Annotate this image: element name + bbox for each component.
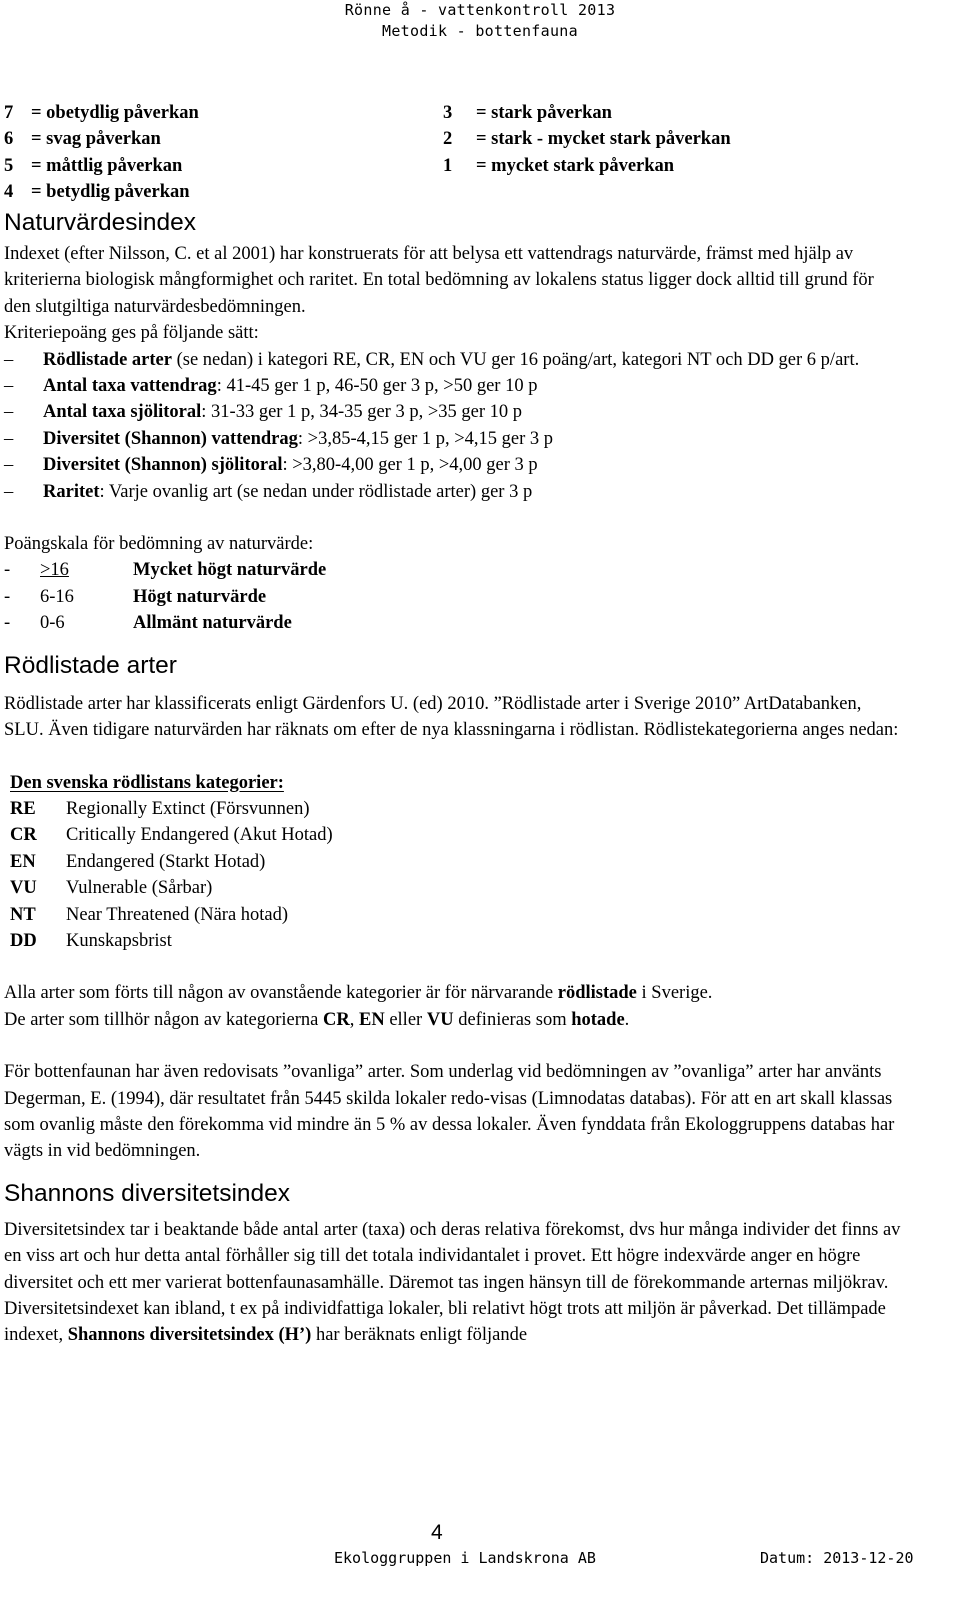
scale-number: 4 (4, 182, 14, 203)
criteria-text: : >3,85-4,15 ger 1 p, >4,15 ger 3 p (297, 428, 554, 449)
text-bold: CR (323, 1009, 350, 1030)
criteria-item (4, 373, 904, 399)
points-range-value: >16 (40, 560, 69, 581)
criteria-text: : Varje ovanlig art (se nedan under rödlistade arter) ger 3 p (99, 481, 533, 502)
criteria-intro: Kriteriepoäng ges på följande sätt: (4, 323, 259, 344)
criteria-list (4, 347, 904, 505)
criteria-item (4, 479, 904, 505)
redlist-label: Critically Endangered (Akut Hotad) (66, 825, 333, 846)
scale-number: 6 (4, 129, 14, 150)
redlist-code: VU (10, 878, 37, 899)
redlist-table-heading: Den svenska rödlistans kategorier: (10, 772, 284, 793)
scale-number: 1 (443, 155, 453, 176)
redlist-definition (4, 980, 904, 1006)
redlist-categories (10, 770, 904, 955)
shannon-paragraph (4, 1217, 904, 1349)
dash-bullet: – (4, 349, 14, 370)
criteria-term: Diversitet (Shannon) vattendrag (43, 428, 298, 449)
text-span: har beräknats enligt följande (311, 1325, 528, 1346)
scale-label: = betydlig påverkan (31, 182, 190, 203)
points-row (4, 557, 904, 583)
criteria-term: Raritet (43, 481, 100, 502)
redlist-row (10, 928, 904, 954)
points-range (40, 557, 133, 583)
heading-shannons-diversitetsindex: Shannons diversitetsindex (4, 1179, 291, 1207)
redlist-row (10, 875, 904, 901)
dash-bullet: – (4, 402, 14, 423)
points-row (4, 584, 904, 610)
criteria-item (4, 399, 904, 425)
page-header (0, 0, 960, 42)
points-range: 6-16 (40, 586, 74, 607)
text-bold: EN (359, 1009, 385, 1030)
scale-row (443, 100, 731, 126)
criteria-text: : >3,80-4,00 ger 1 p, >4,00 ger 3 p (282, 455, 538, 476)
scale-row (4, 100, 199, 126)
impact-scale-right (443, 100, 731, 179)
redlist-code: EN (10, 851, 36, 872)
redlist-code: DD (10, 930, 37, 951)
redlist-row (10, 902, 904, 928)
scale-row (4, 126, 199, 152)
scale-label: = obetydlig påverkan (31, 103, 199, 123)
points-dash: - (4, 613, 11, 634)
text-bold: hotade (571, 1009, 625, 1030)
text-bold: Shannons diversitetsindex (H’) (67, 1325, 312, 1346)
heading-naturvardesindex: Naturvärdesindex (4, 209, 197, 236)
criteria-item (4, 452, 904, 478)
text-span: , (349, 1009, 359, 1030)
criteria-term: Antal taxa vattendrag (43, 376, 217, 397)
text-span: De arter som tillhör någon av kategorierna (4, 1009, 324, 1030)
redlist-row (10, 849, 904, 875)
text-span: . (624, 1009, 630, 1030)
redlist-label: Endangered (Starkt Hotad) (66, 851, 266, 872)
criteria-term: Antal taxa sjölitoral (43, 402, 202, 423)
text-span: i Sverige. (636, 983, 713, 1004)
criteria-text: (se nedan) i kategori RE, CR, EN och VU ger 16 poäng/art, kategori NT och DD ger 6 p/art. (171, 349, 860, 370)
scale-label: = mycket stark påverkan (476, 155, 675, 176)
redlist-label: Kunskapsbrist (66, 930, 172, 951)
scale-label: = svag påverkan (31, 129, 161, 150)
points-intro: Poängskala för bedömning av naturvärde: (4, 534, 314, 555)
points-row (4, 610, 904, 636)
dash-bullet: – (4, 428, 14, 449)
redlist-code: CR (10, 825, 37, 846)
header-subtitle: Metodik - bottenfauna (382, 22, 578, 40)
page-number: 4 (431, 1521, 443, 1544)
scale-number: 5 (4, 155, 14, 176)
scale-row (443, 153, 731, 179)
criteria-item (4, 426, 904, 452)
criteria-text: : 31-33 ger 1 p, 34-35 ger 3 p, >35 ger 10 p (201, 402, 523, 423)
points-label: Högt naturvärde (133, 586, 267, 607)
criteria-term: Rödlistade arter (43, 349, 172, 370)
heading-rodlistade-arter: Rödlistade arter (4, 651, 177, 679)
scale-row (443, 126, 731, 152)
points-range: 0-6 (40, 613, 65, 634)
redlist-row (10, 796, 904, 822)
criteria-term: Diversitet (Shannon) sjölitoral (43, 455, 283, 476)
scale-number: 2 (443, 129, 453, 150)
dash-bullet: – (4, 455, 14, 476)
redlist-row (10, 822, 904, 848)
text-span: Diversitetsindex tar i beaktande både antal arter (taxa) och deras relativa förekomst, dvs hur många individer det finns av en viss art och hur detta antal förhåller sig till det totala individantalet i provet. Ett högre indexvärde anger en högre diversitet och ett mer varierat bottenfaunasamhälle. Däremot tas ingen hänsyn till de förekommande arternas miljökrav. Diversitetsindexet kan ibland, t ex på individfattiga lokaler, bli relativt högt trots att miljön är påverkad. Det tillämpade indexet, (4, 1219, 901, 1346)
text-bold: VU (426, 1009, 454, 1030)
naturvarde-intro: Indexet (efter Nilsson, C. et al 2001) har konstruerats för att belysa ett vattendrags naturvärde, främst med hjälp av kriterierna biologisk mångformighet och raritet. En total bedömning av lokalens status ligger dock alltid till grund för den slutgiltiga naturvärdesbedömningen. (4, 244, 874, 317)
text-span: Alla arter som förts till någon av ovanstående kategorier är för närvarande (4, 983, 558, 1004)
redlist-label: Vulnerable (Sårbar) (66, 878, 213, 899)
points-label: Allmänt naturvärde (133, 613, 292, 634)
scale-label: = stark - mycket stark påverkan (476, 129, 731, 150)
points-dash: - (4, 586, 11, 607)
scale-row (4, 153, 199, 179)
scale-label: = stark påverkan (476, 103, 612, 123)
text-span: eller (384, 1009, 427, 1030)
points-scale (4, 557, 904, 636)
header-title: Rönne å - vattenkontroll 2013 (344, 1, 616, 19)
dash-bullet: – (4, 481, 14, 502)
impact-scale-left (4, 100, 199, 206)
threatened-definition (4, 1007, 904, 1033)
footer-organization: Ekologgruppen i Landskrona AB (334, 1549, 596, 1567)
redlist-label: Regionally Extinct (Försvunnen) (66, 798, 310, 819)
impact-scale (4, 100, 904, 208)
points-label: Mycket högt naturvärde (133, 560, 327, 581)
footer-date: Datum: 2013-12-20 (760, 1549, 914, 1567)
scale-row (4, 179, 199, 205)
scale-label: = måttlig påverkan (31, 155, 183, 176)
rare-species-paragraph: För bottenfaunan har även redovisats ”ovanliga” arter. Som underlag vid bedömningen av ”ovanliga” arter har använts Degerman, E. (1994), där resultatet från 5445 skilda lokaler redo-visas (Limnodatas databas). För att en art skall klassas som ovanlig måste den förekomma vid mindre än 5 % av dessa lokaler. Även fynddata från Ekologgruppens databas har vägts in vid bedömningen. (4, 1062, 895, 1162)
dash-bullet: – (4, 376, 14, 397)
document-body (4, 100, 904, 1349)
redlist-code: RE (10, 798, 36, 819)
redlist-code: NT (10, 904, 36, 925)
scale-number: 7 (4, 103, 14, 123)
scale-number: 3 (443, 103, 453, 123)
text-span: definieras som (453, 1009, 572, 1030)
rodlistade-intro: Rödlistade arter har klassificerats enligt Gärdenfors U. (ed) 2010. ”Rödlistade arter i Sverige 2010” ArtDatabanken, SLU. Även tidigare naturvärden har räknats om efter de nya klassningarna i rödlistan. Rödlistekategorierna anges nedan: (4, 693, 899, 741)
criteria-item (4, 347, 904, 373)
redlist-label: Near Threatened (Nära hotad) (66, 904, 289, 925)
criteria-text: : 41-45 ger 1 p, 46-50 ger 3 p, >50 ger 10 p (216, 376, 538, 397)
points-dash: - (4, 560, 11, 581)
text-bold: rödlistade (557, 983, 637, 1004)
